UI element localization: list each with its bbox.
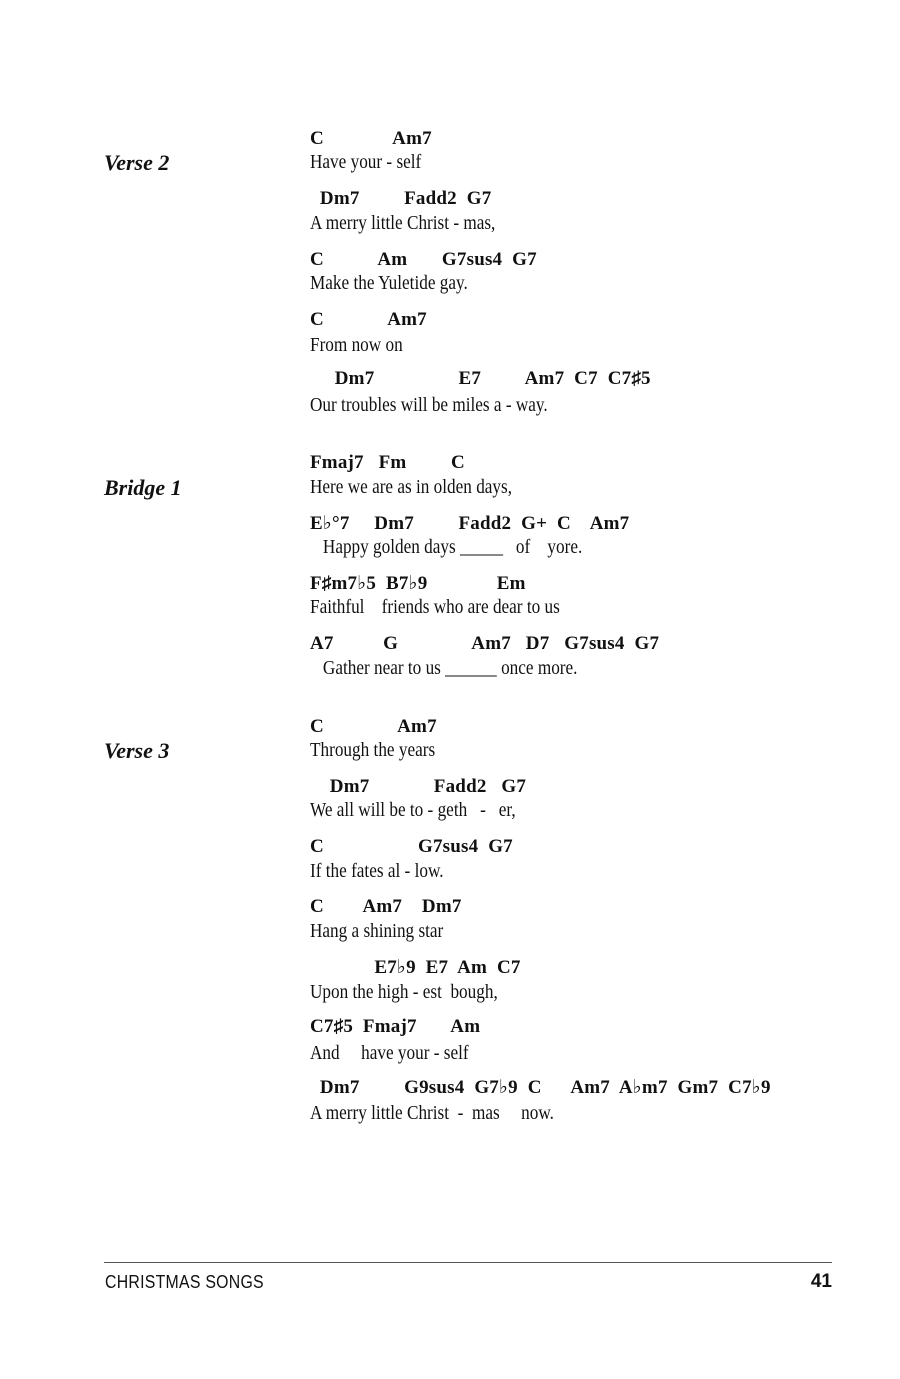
chord-line: Dm7 Fadd2 G7 <box>310 188 492 209</box>
chord-line: A7 G Am7 D7 G7sus4 G7 <box>310 633 660 654</box>
lyric-line: If the fates al - low. <box>310 860 444 882</box>
lyric-line: From now on <box>310 334 403 356</box>
lyric-line: Have your - self <box>310 151 422 173</box>
chord-line: F♯m7♭5 B7♭9 Em <box>310 573 526 594</box>
chord-line: C Am7 Dm7 <box>310 896 462 917</box>
lyric-line: Upon the high - est bough, <box>310 981 498 1003</box>
chord-line: Dm7 Fadd2 G7 <box>310 776 527 797</box>
lyric-line: We all will be to - geth - er, <box>310 799 516 821</box>
chord-line: C G7sus4 G7 <box>310 836 513 857</box>
section-label-bridge-1: Bridge 1 <box>104 475 182 500</box>
chord-line: C Am7 <box>310 309 427 330</box>
chord-line: C Am G7sus4 G7 <box>310 249 537 270</box>
footer-divider <box>104 1262 832 1263</box>
footer-book-title: CHRISTMAS SONGS <box>105 1272 264 1292</box>
chord-line: E♭°7 Dm7 Fadd2 G+ C Am7 <box>310 513 630 534</box>
lyric-line: Here we are as in olden days, <box>310 476 513 498</box>
section-label-verse-2: Verse 2 <box>104 150 170 175</box>
lyric-line: Through the years <box>310 739 436 761</box>
page-number: 41 <box>810 1271 832 1292</box>
lyric-line: Hang a shining star <box>310 920 444 942</box>
lyric-line: A merry little Christ - mas, <box>310 212 496 234</box>
chord-line: C7♯5 Fmaj7 Am <box>310 1016 481 1037</box>
chord-line: C Am7 <box>310 716 437 737</box>
section-label-verse-3: Verse 3 <box>104 738 170 763</box>
chord-line: C Am7 <box>310 128 432 149</box>
chord-line: Dm7 E7 Am7 C7 C7♯5 <box>310 368 651 389</box>
lyric-line: A merry little Christ - mas now. <box>310 1102 554 1124</box>
lyric-line: Our troubles will be miles a - way. <box>310 394 548 416</box>
chord-line: E7♭9 E7 Am C7 <box>310 957 521 978</box>
lyric-line: Happy golden days _____ of yore. <box>310 536 583 558</box>
chord-line: Dm7 G9sus4 G7♭9 C Am7 A♭m7 Gm7 C7♭9 <box>310 1077 771 1098</box>
chord-line: Fmaj7 Fm C <box>310 452 465 473</box>
lyric-line: Make the Yuletide gay. <box>310 272 468 294</box>
lyric-line: Faithful friends who are dear to us <box>310 596 560 618</box>
lyric-line: And have your - self <box>310 1042 469 1064</box>
lyric-line: Gather near to us ______ once more. <box>310 657 578 679</box>
